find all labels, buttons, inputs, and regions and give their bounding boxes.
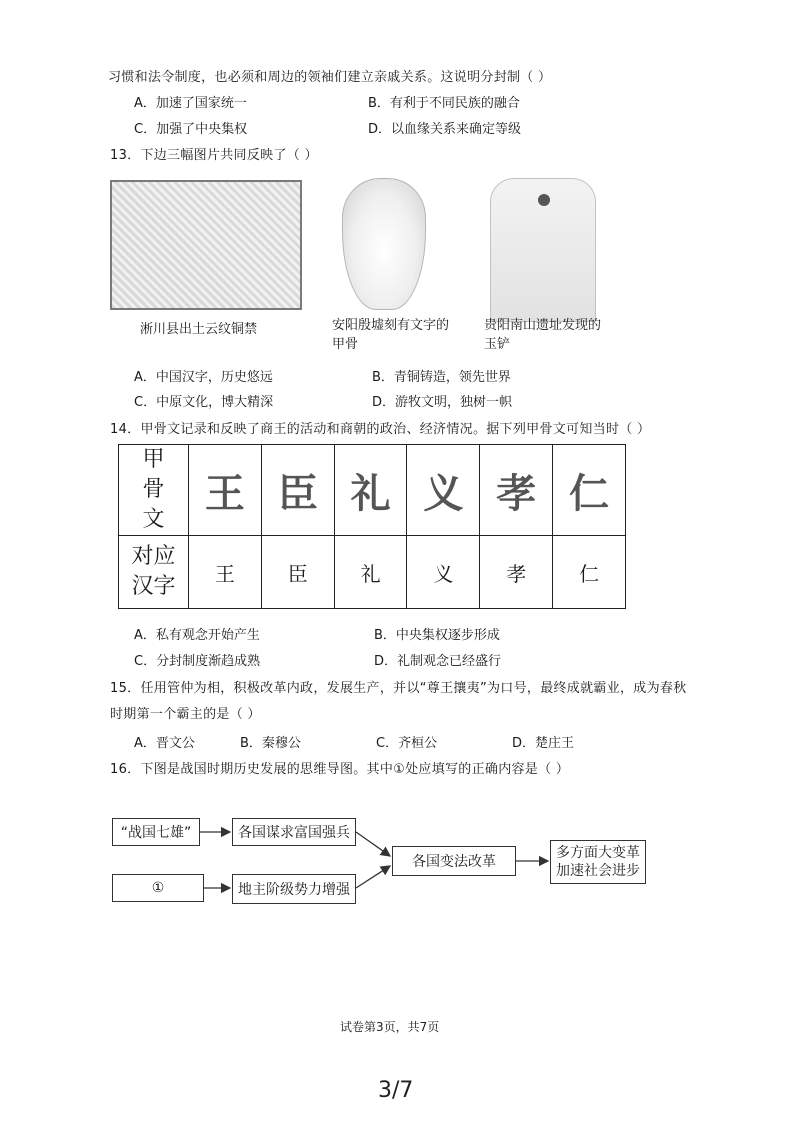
q14-option-d: D．礼制观念已经盛行 [374, 654, 502, 669]
q15-option-b: B．秦穆公 [240, 736, 301, 751]
q13-stem: 13．下边三幅图片共同反映了（ ） [110, 148, 318, 163]
hanzi-cell: 孝 [480, 536, 553, 609]
mindmap-box-warring-states: “战国七雄” [112, 818, 200, 846]
oracle-glyph-icon: 仁 [569, 470, 610, 517]
hanzi-cell: 王 [189, 536, 262, 609]
oracle-glyph-icon: 臣 [277, 470, 318, 517]
q13-caption-2: 安阳殷墟刻有文字的甲骨 [332, 318, 450, 352]
q13-caption-1: 淅川县出土云纹铜禁 [140, 322, 258, 337]
mindmap-box-progress-label: 多方面大变革加速社会进步 [556, 845, 640, 879]
q12-option-c: C．加强了中央集权 [134, 122, 248, 137]
oracle-row-header: 甲骨文 [119, 445, 189, 536]
q14-option-c: C．分封制度渐趋成熟 [134, 654, 261, 669]
q13-option-a: A．中国汉字，历史悠远 [134, 370, 273, 385]
mindmap-box-blank: ① [112, 874, 204, 902]
q12-option-a: A．加速了国家统一 [134, 96, 247, 111]
q12-option-b: B．有利于不同民族的融合 [368, 96, 520, 111]
oracle-glyph-icon: 孝 [496, 470, 537, 517]
mindmap-box-wealth: 各国谋求富国强兵 [232, 818, 356, 846]
q15-option-c: C．齐桓公 [376, 736, 438, 751]
q12-option-d: D．以血缘关系来确定等级 [368, 122, 522, 137]
q14-option-a: A．私有观念开始产生 [134, 628, 260, 643]
mindmap-box-landlord: 地主阶级势力增强 [232, 874, 356, 904]
hanzi-cell: 礼 [334, 536, 407, 609]
oracle-glyph-icon: 礼 [350, 470, 391, 517]
arrow-icon [356, 832, 390, 856]
q15-option-a: A．晋文公 [134, 736, 195, 751]
page-number: 3/7 [378, 1078, 414, 1103]
q14-stem: 14．甲骨文记录和反映了商王的活动和商朝的政治、经济情况。据下列甲骨文可知当时（ ） [110, 422, 651, 437]
q13-option-b: B．青铜铸造，领先世界 [372, 370, 511, 385]
q15-stem-line2: 时期第一个霸主的是（ ） [110, 707, 261, 722]
q15-option-d: D．楚庄王 [512, 736, 575, 751]
q13-option-d: D．游牧文明，独树一帜 [372, 395, 513, 410]
oracle-glyph-icon: 王 [204, 470, 245, 517]
exam-footer: 试卷第3页，共7页 [340, 1020, 440, 1034]
q14-option-b: B．中央集权逐步形成 [374, 628, 500, 643]
oracle-glyph-icon: 义 [423, 470, 464, 517]
q16-stem: 16．下图是战国时期历史发展的思维导图。其中①处应填写的正确内容是（ ） [110, 762, 570, 777]
arrow-icon [356, 866, 390, 888]
hanzi-cell: 义 [407, 536, 480, 609]
hanzi-cell: 仁 [553, 536, 626, 609]
q13-option-c: C．中原文化，博大精深 [134, 395, 274, 410]
q12-stem-tail: 习惯和法令制度，也必须和周边的领袖们建立亲戚关系。这说明分封制（ ） [108, 70, 552, 85]
hanzi-cell: 臣 [261, 536, 334, 609]
mindmap-box-reform: 各国变法改革 [392, 846, 516, 876]
hanzi-row-header: 对应汉字 [119, 536, 189, 609]
q15-stem-line1: 15．任用管仲为相，积极改革内政，发展生产，并以“尊王攘夷”为口号，最终成就霸业，成为春秋 [110, 681, 687, 696]
q13-caption-3: 贵阳南山遗址发现的玉铲 [484, 318, 602, 352]
